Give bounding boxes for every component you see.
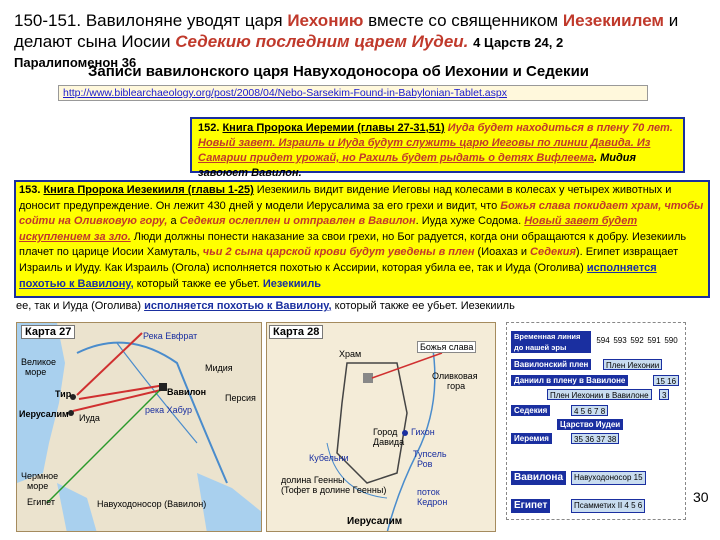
title-ezekiel: Иезекиилем xyxy=(562,11,665,30)
map-27-title: Карта 27 xyxy=(21,325,75,339)
box153-red-2: Седекия ослеплен и отправлен в Вавилон xyxy=(179,215,416,228)
label-red-sea-2: море xyxy=(27,481,49,491)
timeline-row-value: Плен Иехонии xyxy=(603,359,662,370)
box153-red-1: Божья слава покидает храм, чтобы сойти на Оливковую гору, xyxy=(19,199,704,228)
gihon-marker xyxy=(402,430,408,436)
map-28 xyxy=(266,322,496,532)
label-media: Мидия xyxy=(205,363,233,373)
box153-text-2: а xyxy=(167,215,180,228)
timeline-row-label: Плен Иехонии в Вавилоне xyxy=(547,389,652,400)
label-gehenna-1: долина Геенны xyxy=(281,475,345,485)
timeline-row-value: 15 16 xyxy=(653,375,679,386)
timeline-row-value: 3 xyxy=(659,389,669,400)
box153-number: 153. xyxy=(19,184,44,196)
box152-text-2: . Мидия завоюет Вавилон. xyxy=(198,152,636,179)
timeline-year-591: 591 xyxy=(647,336,661,345)
box153-text-1: Иезекииль видит видение Иеговы над колесами в колесах у четырех животных и доносит предупреждение. Он лежит 430 дней у модели Иерусалима за его грехи и видит, что xyxy=(19,184,672,212)
paralipomenon-reference: Паралипоменон 36 xyxy=(14,55,137,70)
label-kidron-1: поток xyxy=(417,487,440,497)
box153-book: Книга Пророка Иезекииля (главы 1-25) xyxy=(43,184,254,196)
box153-red-4: чьи 2 сына царской крови будут уведены в плен xyxy=(202,246,475,259)
title-zedekiah: Седекию последним царем Иудеи. xyxy=(175,32,469,51)
map-27 xyxy=(16,322,262,532)
label-city-of-david-2: Давида xyxy=(373,437,405,447)
label-olive-mount-2: гора xyxy=(447,381,466,391)
temple-marker xyxy=(363,373,373,383)
label-olive-mount-1: Оливковая xyxy=(432,371,478,381)
box152-text-1: Иуда будет находиться в плену 70 лет. xyxy=(444,122,673,134)
label-babylon: Вавилон xyxy=(167,387,207,397)
timeline-row-label: Царство Иудеи xyxy=(557,419,623,430)
source-link[interactable]: http://www.biblearchaeology.org/post/2008/04/Nebo-Sarsekim-Found-in-Babylonian-Tablet.aspx xyxy=(58,85,648,101)
timeline-row-value: 4 5 6 7 8 xyxy=(571,405,608,416)
title-text-3: и делают сына Иосии xyxy=(14,11,679,51)
jeremiah-summary-box xyxy=(190,117,685,179)
timeline-year-590: 590 xyxy=(664,336,678,345)
label-gehenna-2: (Тофет в долине Геенны) xyxy=(281,485,387,495)
timeline-year-593: 593 xyxy=(613,336,627,345)
map-28-title: Карта 28 xyxy=(269,325,323,339)
label-great-sea-1: Великое xyxy=(21,357,57,367)
title-text-2: вместе со священником xyxy=(363,11,563,30)
timeline-row-value: 35 36 37 38 xyxy=(571,433,619,444)
label-chebar: река Хабур xyxy=(145,405,193,415)
timeline-row-label: Египет xyxy=(511,499,550,513)
timeline-row-label: Вавилонский плен xyxy=(511,359,591,370)
label-tupsel: Тупсель xyxy=(413,449,447,459)
red-sea-shape xyxy=(57,483,97,532)
box152-number: 152. xyxy=(198,122,223,134)
box152-new-covenant: Новый завет. Израиль и Иуда будут служить царю Иеговы по линии Давида. Из Самарии придет урожай, но Рахиль будет рыдать о детях Вифлеема xyxy=(198,137,651,164)
box153-overflow-line xyxy=(16,299,706,313)
timeline-row-label: Даниил в плену в Вавилоне xyxy=(511,375,628,386)
box153-text-3: . Иуда хуже Содома. xyxy=(415,215,525,228)
timeline-row-label: Вавилона xyxy=(511,471,566,485)
label-temple: Храм xyxy=(339,349,362,359)
label-city-of-david-1: Город xyxy=(373,427,398,437)
box153-text-5: (Иоахаз и xyxy=(474,246,531,259)
timeline-year-594: 594 xyxy=(596,336,610,345)
label-egypt: Египет xyxy=(27,497,56,507)
box152-book: Книга Пророка Иеремии (главы 27-31,51) xyxy=(222,122,445,134)
overflow-blue: исполняется похотью к Вавилону, xyxy=(144,300,332,312)
timeline-header: Временная линия до нашей эры xyxy=(511,331,591,353)
box153-blue-2: Иезекииль xyxy=(262,277,322,290)
label-moat: Ров xyxy=(417,459,433,469)
timeline-row-value: Навуходоносор 15 xyxy=(571,471,646,485)
persian-gulf-shape xyxy=(197,473,262,532)
label-great-sea-2: море xyxy=(25,367,47,377)
label-persia: Персия xyxy=(225,393,256,403)
title-text-1: 150-151. Вавилоняне уводят царя xyxy=(14,11,288,30)
label-judah: Иуда xyxy=(79,413,100,423)
slide-title xyxy=(14,10,714,53)
timeline-chart xyxy=(506,322,686,520)
timeline-year-592: 592 xyxy=(630,336,644,345)
title-reference: 4 Царств 24, 2 xyxy=(473,35,564,50)
box153-text-6: ). Египет извращает Израиль и Иуду. Как Израиль (Огола) исполняется похотью к Ассирии, которая убила ее, так и Иуда (Оголива) xyxy=(19,246,679,274)
ezekiel-summary-box xyxy=(14,180,710,298)
label-jerusalem-city: Иерусалим xyxy=(347,516,403,527)
timeline-row-label: Иеремия xyxy=(511,433,552,444)
label-divine-glory: Божья слава xyxy=(417,341,476,353)
overflow-text-2: который также ее убьет. Иезекииль xyxy=(331,300,515,312)
page-number: 30 xyxy=(693,489,709,505)
title-jehoiachin: Иехонию xyxy=(287,11,364,30)
timeline-row-label: Седекия xyxy=(511,405,550,416)
label-kubelmni: Кубельни xyxy=(309,453,349,463)
great-sea-shape xyxy=(17,323,65,483)
box153-text-4: Люди должны понести наказание за свои грехи, но Бог радуется, когда они обращаются к добру. Иезекииль плачет по царице Иосии Хамуталь, xyxy=(19,230,687,259)
overflow-text-1: ее, так и Иуда (Оголива) xyxy=(16,300,145,312)
label-euphrates: Река Евфрат xyxy=(143,331,198,341)
box153-red-5: Седекия xyxy=(530,246,576,259)
records-heading: Записи вавилонского царя Навуходоносора об Иехонии и Седекии xyxy=(88,63,590,80)
label-kidron-2: Кедрон xyxy=(417,497,448,507)
label-nebuchadnezzar: Навуходоносор (Вавилон) xyxy=(97,499,207,509)
timeline-row-value: Псамметих II 4 5 6 xyxy=(571,499,645,513)
label-jerusalem: Иерусалим xyxy=(19,409,69,419)
box153-red-3: Новый завет будет искуплением за зло. xyxy=(19,215,638,243)
box153-blue-1: исполняется похотью к Вавилону, xyxy=(19,261,657,290)
babylon-marker xyxy=(159,383,167,391)
label-tyre: Тир xyxy=(55,389,72,399)
label-red-sea-1: Чермное xyxy=(21,471,59,481)
label-gihon: Гихон xyxy=(411,427,435,437)
box153-text-7: который также ее убьет. xyxy=(133,277,263,290)
timeline-years xyxy=(595,335,683,346)
